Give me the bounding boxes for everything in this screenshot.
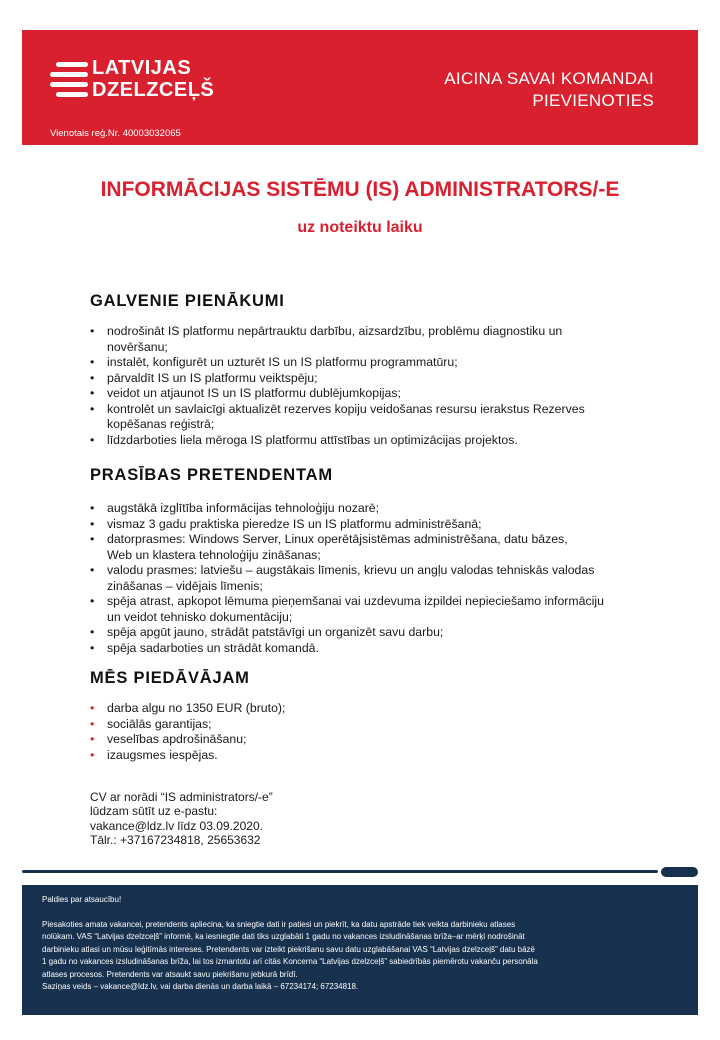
footer-thanks: Paldies par atsaucību! — [42, 895, 122, 904]
list-item: • darba algu no 1350 EUR (bruto); — [90, 701, 286, 715]
application-phone-line: Tālr.: +37167234818, 25653632 — [90, 832, 261, 847]
duties-list — [90, 324, 650, 448]
application-info — [90, 790, 273, 847]
railway-logo-icon — [50, 60, 90, 102]
application-line-1: CV ar norādi “IS administrators/-e” — [90, 790, 273, 804]
list-item: • vismaz 3 gadu praktiska pieredze IS un IS platformu administrēšanā; — [90, 516, 482, 531]
footer-text-line: darbinieku atlasi un mūsu leģitīmās intereses. Pretendents var izteikt piekrišanu savu datu uzglabāšanai VAS “Latvijas dzelzceļš” datu bāzē — [42, 944, 536, 954]
list-item: • līdzdarboties liela mēroga IS platformu attīstības un optimizācijas projektos. — [90, 432, 518, 447]
application-line-2: lūdzam sūtīt uz e-pastu: — [90, 804, 218, 819]
header-banner — [22, 30, 698, 145]
footer-text-line: nolūkam. VAS “Latvijas dzelzceļš” informē, ka iesniegtie dati tiks uzglabāti 1 gadu no vakances izsludināšanas brīža–ar mērķi nodrošināt — [42, 932, 525, 941]
list-item: • kontrolēt un savlaicīgi aktualizēt rezerves kopiju veidošanas resursu ierakstus Rezerves kopēšanas reģistrā; — [90, 401, 585, 431]
footer-divider-cap — [661, 867, 698, 877]
application-email-line: vakance@ldz.lv līdz 03.09.2020. — [90, 818, 263, 833]
logo-line-2: DZELZCEĻŠ — [92, 79, 215, 101]
list-item: • valodu prasmes: latviešu – augstākais līmenis, krievu un angļu valodas tehniskās valodas zināšanas – vidējais līmenis; — [90, 563, 595, 593]
logo-line-1: LATVIJAS — [92, 57, 192, 79]
footer-contact-line: Saziņas veids – vakance@ldz.lv, vai darba dienās un darba laikā – 67234174; 67234818. — [42, 982, 359, 991]
list-item: • spēja apgūt jauno, strādāt patstāvīgi un organizēt savu darbu; — [90, 625, 444, 639]
list-item: • veselības apdrošināšanu; — [90, 732, 247, 746]
company-logo-text — [92, 57, 214, 101]
list-item: • sociālās garantijas; — [90, 716, 212, 731]
requirements-heading: PRASĪBAS PRETENDENTAM — [90, 466, 333, 484]
list-item: • instalēt, konfigurēt un uzturēt IS un IS platformu programmatūru; — [90, 355, 458, 369]
registration-number: Vienotais reģ.Nr. 40003032065 — [50, 128, 181, 139]
offer-heading: MĒS PIEDĀVĀJAM — [90, 669, 250, 687]
vacancy-title: INFORMĀCIJAS SISTĒMU (IS) ADMINISTRATORS/-E — [100, 178, 620, 201]
slogan-line-2: PIEVIENOTIES — [532, 91, 654, 110]
privacy-footer — [22, 885, 698, 1015]
slogan-line-1: AICINA SAVAI KOMANDAI — [444, 69, 654, 88]
list-item: • veidot un atjaunot IS un IS platformu dublējumkopijas; — [90, 386, 401, 400]
list-item: • augstākā izglītība informācijas tehnoloģiju nozarē; — [90, 501, 380, 515]
slogan — [444, 68, 654, 112]
offer-list — [90, 701, 650, 763]
list-item: • spēja atrast, apkopot lēmuma pieņemšanai vai uzdevuma izpildei nepieciešamo informāciju un veidot tehnisko dokumentāciju; — [90, 594, 604, 624]
vacancy-subtitle: uz noteiktu laiku — [297, 219, 423, 236]
duties-heading: GALVENIE PIENĀKUMI — [90, 292, 285, 310]
list-item: • nodrošināt IS platformu nepārtrauktu darbību, aizsardzību, problēmu diagnostiku un novēršanu; — [90, 324, 563, 354]
footer-divider — [22, 870, 658, 873]
requirements-list — [90, 501, 650, 656]
list-item: • pārvaldīt IS un IS platformu veiktspēju; — [90, 370, 318, 385]
list-item: • datorprasmes: Windows Server, Linux operētājsistēmas administrēšana, datu bāzes, Web un klastera tehnoloģiju zināšanas; — [90, 532, 568, 562]
footer-text-line: 1 gadu no vakances izsludināšanas brīža, lai tos izmantotu arī citās Koncerna “Latvijas dzelzceļš” sabiedrībās piemērotu vakanču personāla — [42, 957, 538, 966]
footer-text-line: atlases procesos. Pretendents var atsaukt savu piekrišanu jebkurā brīdī. — [42, 969, 298, 979]
list-item: • spēja sadarboties un strādāt komandā. — [90, 640, 319, 655]
list-item: • izaugsmes iespējas. — [90, 747, 218, 762]
footer-text-line: Piesakoties amata vakancei, pretendents apliecina, ka sniegtie dati ir patiesi un piekrīt, ka datu apstrāde tiek veikta darbinieku atlases — [42, 919, 516, 929]
